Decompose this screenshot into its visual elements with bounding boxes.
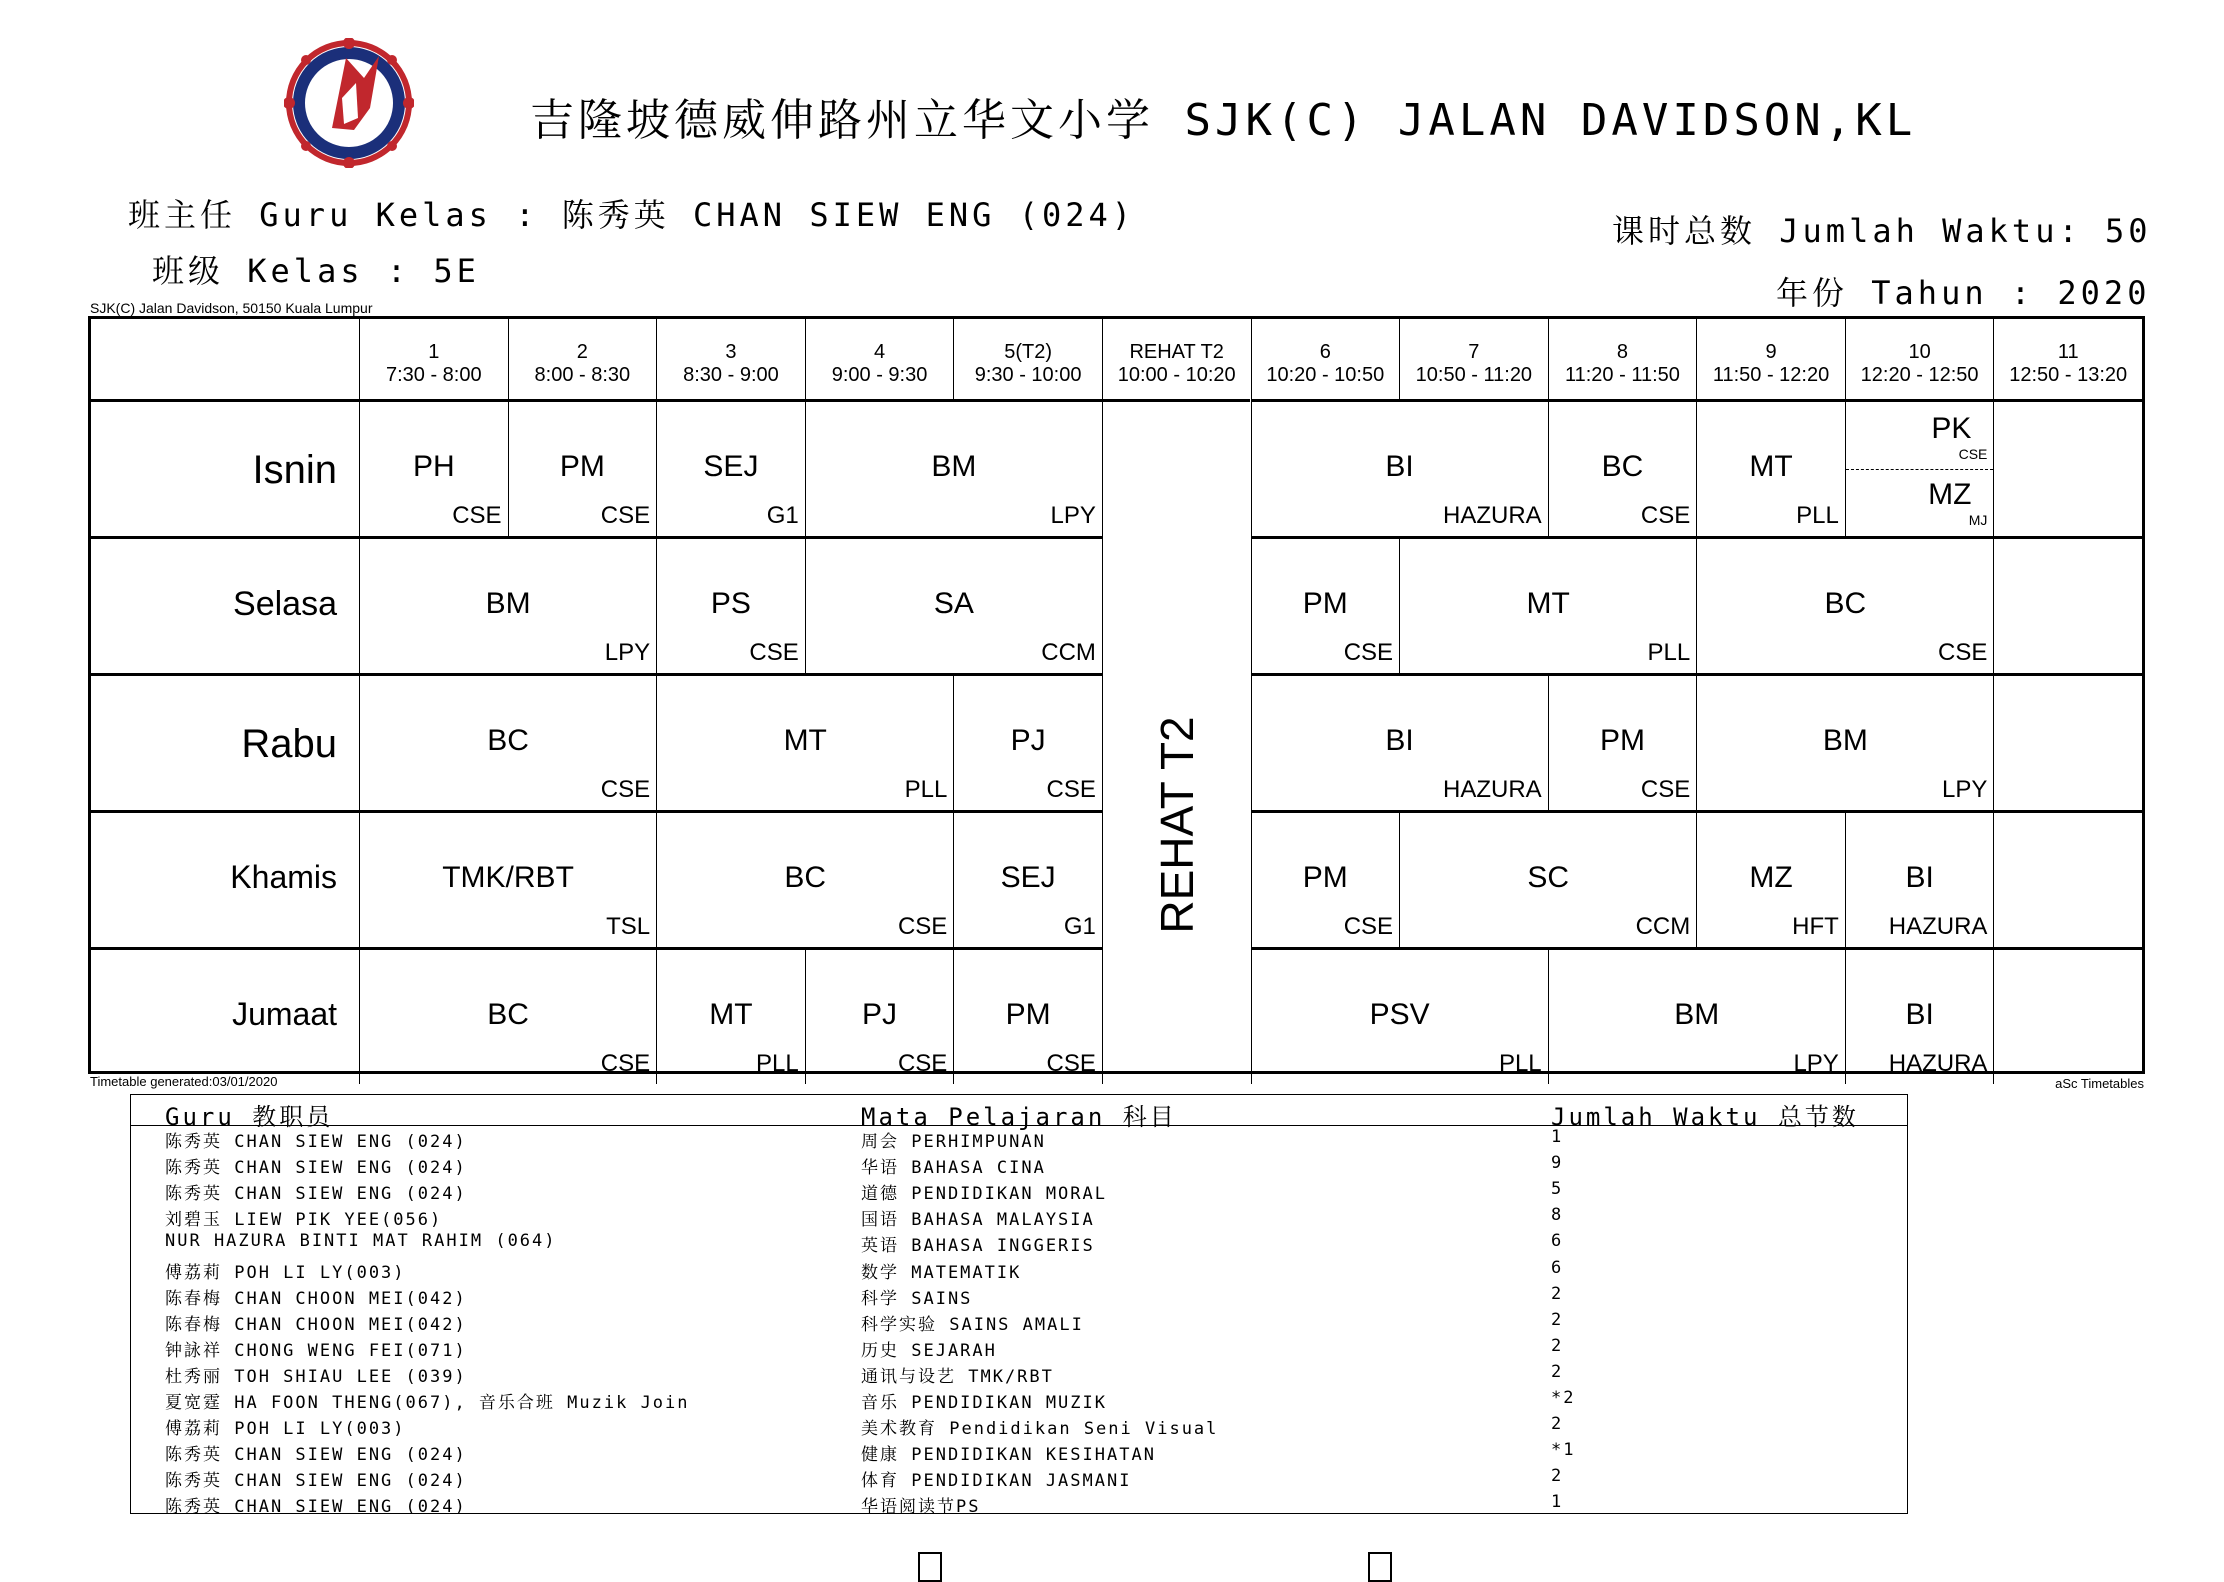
teacher-code: HFT [1792,913,1839,940]
lesson-cell[interactable] [1696,536,1993,673]
subject-code: PSV [1369,998,1430,1031]
legend-teacher: 陈秀英 CHAN SIEW ENG (024) [165,1132,467,1152]
legend-teacher: 傅荔莉 POH LI LY(003) [165,1262,406,1283]
legend-count: 2 [1551,1361,1564,1382]
legend-subject: 体育 PENDIDIKAN JASMANI [861,1471,1132,1492]
lesson-cell[interactable] [1251,399,1548,536]
teacher-code: CSE [1343,639,1394,666]
day-label [91,947,359,1084]
legend-subject: 周会 PERHIMPUNAN [861,1132,1046,1152]
teacher-code: CSE [897,1050,948,1077]
teacher-code: HAZURA [1888,1050,1988,1077]
lesson-cell[interactable] [1845,947,1994,1084]
subject-code: PH [412,450,455,483]
legend-teacher: 杜秀丽 TOH SHIAU LEE (039) [165,1366,467,1387]
teacher-code: LPY [1942,776,1988,803]
total-periods: 课时总数 Jumlah Waktu: 50 [1612,212,2152,250]
legend-subject: 健康 PENDIDIKAN KESIHATAN [861,1445,1156,1466]
legend-subject: 华语阅读节PS [861,1497,981,1518]
legend-teacher: 陈春梅 CHAN CHOON MEI(042) [165,1314,467,1335]
legend-teacher: 陈秀英 CHAN SIEW ENG (024) [165,1497,467,1518]
period-header [953,319,1102,399]
period-number: 7 [1468,341,1480,363]
lesson-cell[interactable] [656,947,805,1084]
subject-code: PM [1302,861,1348,894]
legend-teacher: 陈秀英 CHAN SIEW ENG (024) [165,1445,467,1466]
legend-count: 2 [1551,1283,1564,1304]
legend-count: *2 [1551,1388,1576,1408]
period-time: 11:50 - 12:20 [1712,364,1830,386]
period-header [656,319,805,399]
period-time: 8:00 - 8:30 [534,364,631,386]
legend-subject: 科学 SAINS [861,1288,973,1309]
teacher-code: CSE [600,776,651,803]
period-number: 10 [1908,341,1931,363]
lesson-cell[interactable] [1251,810,1400,947]
subject-code: MT [1749,450,1793,483]
period-time: 8:30 - 9:00 [683,364,779,386]
legend-subject: 华语 BAHASA CINA [861,1158,1046,1179]
legend-count: 8 [1551,1205,1564,1226]
subject-code: MT [709,998,753,1031]
class-name: 班级 Kelas : 5E [152,252,480,290]
legend-teacher: 陈春梅 CHAN CHOON MEI(042) [165,1288,467,1309]
lesson-cell[interactable] [359,810,656,947]
teacher-code: LPY [1050,502,1096,529]
period-header [1399,319,1548,399]
subject-code: SEJ [703,450,759,483]
legend-subject: 国语 BAHASA MALAYSIA [861,1210,1095,1231]
legend-count: 6 [1551,1231,1564,1252]
subject-legend [130,1094,1908,1518]
teacher-code: CCM [1635,913,1691,940]
lesson-cell[interactable] [1845,810,1994,947]
lesson-cell[interactable] [805,399,1102,536]
empty-slot [1993,810,2142,947]
legend-count: 2 [1551,1335,1564,1356]
teacher-code: G1 [1063,913,1096,940]
school-logo [284,38,414,168]
lesson-cell[interactable] [1251,947,1548,1084]
subject-code: MZ [1749,861,1793,894]
lesson-cell[interactable] [1548,673,1697,810]
period-number: 9 [1765,341,1777,363]
teacher-code: CSE [1958,446,1988,462]
checkbox-2[interactable] [1368,1552,1392,1582]
legend-subject: 数学 MATEMATIK [861,1262,1022,1283]
legend-count: 6 [1551,1257,1564,1278]
generated-date: Timetable generated:03/01/2020 [90,1074,278,1089]
empty-slot [1993,399,2142,536]
subject-code: BM [1822,724,1868,757]
lesson-cell[interactable] [953,810,1102,947]
period-time: 12:50 - 13:20 [2009,364,2128,386]
legend-subject: 英语 BAHASA INGGERIS [861,1236,1095,1257]
teacher-code: CSE [1046,1050,1096,1077]
legend-count: *1 [1551,1440,1576,1461]
legend-teacher: 陈秀英 CHAN SIEW ENG (024) [165,1471,467,1492]
subject-code: BC [1601,450,1644,483]
lesson-cell[interactable] [1251,536,1400,673]
lesson-cell[interactable] [1548,947,1845,1084]
teacher-code: LPY [1793,1050,1839,1077]
subject-code: BM [485,587,531,620]
empty-slot [1993,536,2142,673]
day-name: Isnin [252,448,337,492]
teacher-code: HAZURA [1888,913,1988,940]
legend-count: 1 [1551,1492,1564,1513]
subject-code: SA [933,587,974,620]
lesson-cell[interactable] [1251,673,1548,810]
year: 年份 Tahun : 2020 [1776,274,2151,312]
legend-count: 5 [1551,1179,1564,1200]
day-label [91,536,359,673]
teacher-code: MJ [1968,512,1988,528]
subject-code: BC [784,861,827,894]
legend-teacher: 夏宽霆 HA FOON THENG(067), 音乐合班 Muzik Join [165,1393,690,1413]
teacher-code: LPY [604,639,651,666]
subject-code: BM [1674,998,1720,1031]
subject-code: BM [931,450,977,483]
lesson-cell[interactable] [953,947,1102,1084]
lesson-cell[interactable] [953,673,1102,810]
period-number: 1 [428,341,440,363]
lesson-cell[interactable] [359,399,508,536]
break-label: REHAT T2 [1150,716,1203,934]
period-header [1102,319,1251,399]
period-header [1993,319,2142,399]
subject-code: BI [1905,998,1934,1031]
legend-subject: 音乐 PENDIDIKAN MUZIK [861,1393,1107,1413]
period-header [508,319,657,399]
subject-code: PS [710,587,751,620]
timetable-grid [88,316,2145,1077]
subject-code: MZ [1928,478,1972,511]
legend-header: Jumlah Waktu 总节数 [1551,1103,1859,1131]
subject-code: BC [487,724,529,757]
period-time: 10:50 - 11:20 [1415,364,1533,386]
period-header [805,319,954,399]
lesson-cell[interactable] [1696,810,1845,947]
period-number: 3 [725,341,737,363]
legend-count: 2 [1551,1466,1564,1487]
subject-code: PM [1302,587,1348,620]
teacher-code: PLL [1647,639,1691,666]
lesson-cell[interactable] [656,536,805,673]
teacher-code: PLL [756,1050,799,1077]
subject-code: SC [1527,861,1569,894]
day-name: Selasa [233,585,337,623]
legend-teacher: 陈秀英 CHAN SIEW ENG (024) [165,1184,467,1205]
subject-code: MT [783,724,827,757]
lesson-cell[interactable] [1845,399,1994,536]
asc-brand: aSc Timetables [2055,1076,2144,1091]
grid-corner [91,319,359,399]
teacher-code: CSE [897,913,948,940]
empty-slot [1993,947,2142,1084]
period-number: 2 [576,341,588,363]
legend-header: Guru 教职员 [165,1103,334,1131]
teacher-code: CSE [749,639,799,666]
teacher-code: CSE [600,1050,651,1077]
teacher-code: PLL [904,776,948,803]
day-name: Khamis [230,859,337,895]
legend-subject: 美术教育 Pendidikan Seni Visual [861,1419,1219,1440]
teacher-code: CSE [1938,639,1988,666]
legend-subject: 科学实验 SAINS AMALI [861,1314,1084,1335]
lesson-cell[interactable] [1696,399,1845,536]
period-time: 10:20 - 10:50 [1266,364,1385,386]
subject-code: PJ [862,998,898,1031]
day-label [91,673,359,810]
lesson-cell[interactable] [805,947,954,1084]
lesson-cell[interactable] [508,399,657,536]
legend-teacher: NUR HAZURA BINTI MAT RAHIM (064) [165,1231,557,1252]
subject-code: SEJ [1000,861,1056,894]
subject-code: BI [1385,724,1414,757]
legend-subject: 道德 PENDIDIKAN MORAL [861,1184,1107,1205]
lesson-cell[interactable] [656,673,953,810]
period-number: 4 [873,341,886,363]
legend-header: Mata Pelajaran 科目 [861,1103,1177,1131]
period-time: 11:20 - 11:50 [1564,364,1680,386]
teacher-code: PLL [1498,1050,1542,1077]
teacher-code: TSL [606,913,651,940]
legend-subject: 历史 SEJARAH [861,1340,997,1361]
teacher-code: CSE [1640,502,1691,529]
period-time: 9:00 - 9:30 [831,364,928,386]
period-number: 8 [1616,341,1628,363]
school-address: SJK(C) Jalan Davidson, 50150 Kuala Lumpur [90,300,373,316]
teacher-code: CSE [452,502,502,529]
period-header [1696,319,1845,399]
period-number: 11 [2057,341,2079,363]
empty-slot [1993,673,2142,810]
teacher-code: HAZURA [1442,776,1542,803]
teacher-code: CSE [600,502,651,529]
period-time: 9:30 - 10:00 [974,364,1082,386]
lesson-cell[interactable] [359,947,656,1084]
checkbox-1[interactable] [918,1552,942,1582]
subject-code: PM [1005,998,1051,1031]
split-divider [1846,469,1994,470]
subject-code: PJ [1010,724,1046,757]
subject-code: PM [1599,724,1645,757]
legend-teacher: 陈秀英 CHAN SIEW ENG (024) [165,1158,467,1179]
lesson-cell[interactable] [656,399,805,536]
teacher-code: G1 [766,502,799,529]
period-time: 10:00 - 10:20 [1117,364,1236,386]
subject-code: TMK/RBT [442,861,574,894]
legend-subject: 通讯与设艺 TMK/RBT [861,1366,1054,1387]
lesson-cell[interactable] [1548,399,1697,536]
period-time: 12:20 - 12:50 [1860,364,1979,386]
school-title: 吉隆坡德威伸路州立华文小学 SJK(C) JALAN DAVIDSON,KL [530,95,1917,146]
subject-code: BI [1905,861,1934,894]
lesson-cell[interactable] [359,673,656,810]
lesson-cell[interactable] [805,536,1102,673]
legend-teacher: 傅荔莉 POH LI LY(003) [165,1419,406,1440]
class-teacher: 班主任 Guru Kelas : 陈秀英 CHAN SIEW ENG (024) [128,196,1136,234]
teacher-code: CSE [1640,776,1691,803]
day-name: Jumaat [232,996,337,1032]
period-header [359,319,508,399]
teacher-code: CSE [1046,776,1096,803]
subject-code: BC [487,998,529,1031]
period-header [1548,319,1697,399]
lesson-cell[interactable] [359,536,656,673]
subject-code: PM [559,450,605,483]
day-label [91,810,359,947]
period-number: REHAT T2 [1129,341,1224,363]
legend-teacher: 刘碧玉 LIEW PIK YEE(056) [165,1210,443,1231]
teacher-code: CSE [1343,913,1394,940]
day-name: Rabu [241,722,337,766]
period-header [1251,319,1400,399]
teacher-code: CCM [1041,639,1096,666]
legend-count: 2 [1551,1309,1564,1330]
period-number: 6 [1319,341,1331,363]
legend-count: 9 [1551,1153,1564,1174]
teacher-code: PLL [1796,502,1839,529]
day-label [91,399,359,536]
lesson-cell[interactable] [656,810,953,947]
legend-count: 2 [1551,1414,1564,1435]
lesson-cell[interactable] [1399,810,1696,947]
period-header [1845,319,1994,399]
subject-code: BI [1385,450,1414,483]
lesson-cell[interactable] [1696,673,1993,810]
break-column [1102,399,1251,1084]
lesson-cell[interactable] [1399,536,1696,673]
legend-count: 1 [1551,1127,1564,1147]
period-number: 5(T2) [1004,341,1053,363]
legend-teacher: 钟詠祥 CHONG WENG FEI(071) [165,1340,467,1361]
subject-code: MT [1526,587,1570,620]
subject-code: BC [1824,587,1867,620]
teacher-code: HAZURA [1442,502,1542,529]
period-time: 7:30 - 8:00 [385,364,482,386]
subject-code: PK [1931,412,1972,445]
